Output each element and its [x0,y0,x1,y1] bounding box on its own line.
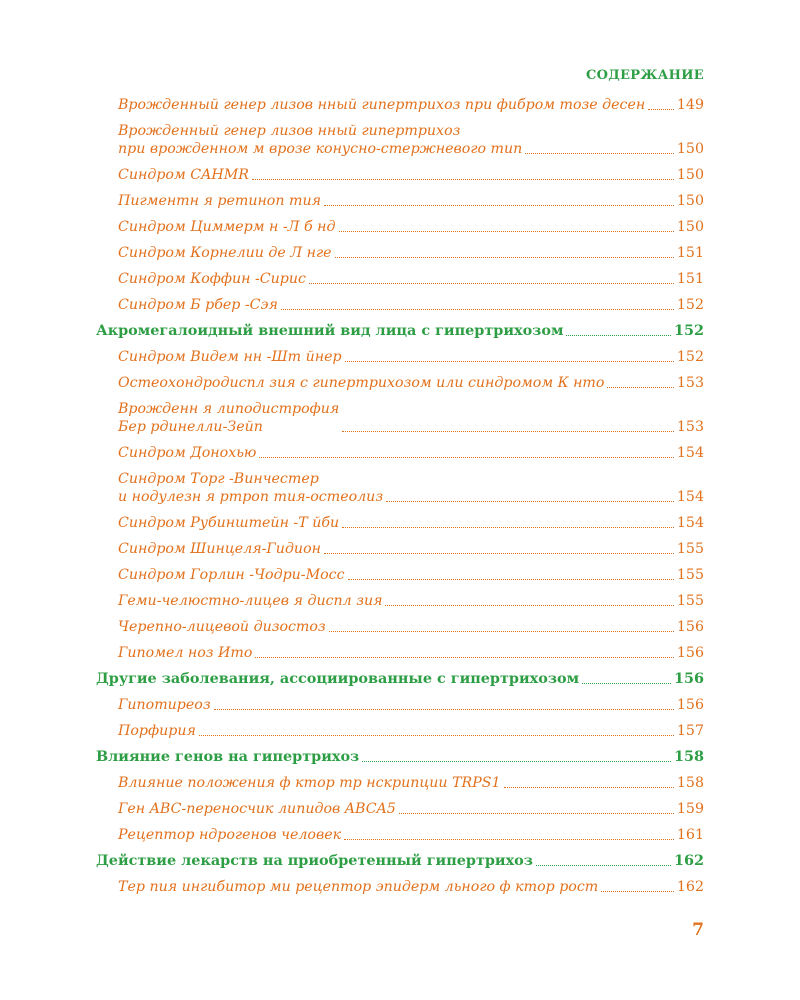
toc-subentry[interactable] [96,192,704,210]
dot-leader [504,787,674,788]
toc-section-entry[interactable] [96,322,704,340]
toc-subentry[interactable] [96,218,704,236]
toc-entry-page: 150 [676,141,704,157]
toc-subentry[interactable] [96,470,704,506]
toc-entry-page: 159 [676,801,704,817]
toc-subentry[interactable] [96,166,704,184]
toc-section-entry[interactable] [96,670,704,688]
toc-entry-page: 152 [673,322,704,339]
toc-subentry[interactable] [96,444,704,462]
toc-entry-page: 154 [676,445,704,461]
toc-entry-title: Гипомел ноз Ито [118,645,253,661]
toc-subentry[interactable] [96,540,704,558]
dot-leader [601,891,674,892]
dot-leader [582,683,671,684]
toc-entry-title: Тер пия ингибитор ми рецептор эпидерм льного ф ктор рост [118,879,599,895]
toc-entry-title: Акромегалоидный внешний вид лица с гипертрихозом [96,322,564,339]
toc-entry-title: Остеохондродиспл зия с гипертрихозом или синдромом К нто [118,375,605,391]
toc-subentry[interactable] [96,96,704,114]
dot-leader [329,631,674,632]
dot-leader [344,839,674,840]
dot-leader [566,335,670,336]
toc-entry-page: 150 [676,193,704,209]
toc-entry-title: Геми-челюстно-лицев я диспл зия [118,593,383,609]
toc-entry-page: 156 [676,645,704,661]
toc-entry-title: Синдром Б рбер -Сэя [118,297,278,313]
dot-leader [342,527,674,528]
toc-entry-title: Врожденный генер лизов нный гипертрихоз при фибром тозе десен [118,97,646,113]
toc-entry-page: 153 [676,375,704,391]
toc-entry-page: 162 [673,852,704,869]
dot-leader [648,109,674,110]
dot-leader [342,431,674,432]
dot-leader [335,257,674,258]
toc-entry-title: Пигментн я ретиноп тия [118,193,321,209]
dot-leader [324,205,674,206]
toc-entry-page: 162 [676,879,704,895]
toc-entry-title: Влияние положения ф ктор тр нскрипции TRPS1 [118,775,501,791]
toc-subentry[interactable] [96,122,704,158]
dot-leader [348,579,674,580]
toc-entry-page: 153 [676,419,704,435]
dot-leader [345,361,674,362]
toc-entry-page: 156 [676,697,704,713]
toc-entry-page: 157 [676,723,704,739]
toc-section-entry[interactable] [96,852,704,870]
dot-leader [339,231,674,232]
dot-leader [281,309,674,310]
toc-subentry[interactable] [96,618,704,636]
toc-subentry[interactable] [96,722,704,740]
toc-subentry[interactable] [96,644,704,662]
toc-subentry[interactable] [96,878,704,896]
toc-subentry[interactable] [96,800,704,818]
toc-entry-title: Рецептор ндрогенов человек [118,827,342,843]
toc-subentry[interactable] [96,374,704,392]
dot-leader [399,813,674,814]
dot-leader [309,283,674,284]
dot-leader [199,735,674,736]
toc-subentry[interactable] [96,696,704,714]
toc-entry-title: Врожденн я липодистрофия Бер рдинелли-Зейп [118,401,340,435]
dot-leader [214,709,674,710]
dot-leader [324,553,674,554]
toc-subentry[interactable] [96,774,704,792]
toc-subentry[interactable] [96,244,704,262]
toc-entry-title: Синдром Коффин -Сирис [118,271,306,287]
toc-entry-page: 152 [676,349,704,365]
toc-entry-page: 155 [676,593,704,609]
toc-entry-page: 152 [676,297,704,313]
toc-subentry[interactable] [96,592,704,610]
toc-subentry[interactable] [96,270,704,288]
toc-subentry[interactable] [96,296,704,314]
dot-leader [607,387,673,388]
toc-entry-title: Синдром Донохью [118,445,257,461]
toc-entry-page: 154 [676,515,704,531]
toc-entry-title: Синдром Шинцеля-Гидион [118,541,321,557]
dot-leader [536,865,671,866]
toc-subentry[interactable] [96,514,704,532]
toc-subentry[interactable] [96,566,704,584]
toc-entry-title: Синдром Торг -Винчестер и нодулезн я ртроп тия-остеолиз [118,471,384,505]
toc-entry-page: 151 [676,271,704,287]
toc-subentry[interactable] [96,400,704,436]
toc-entry-page: 161 [676,827,704,843]
dot-leader [252,179,674,180]
toc-entry-title: Другие заболевания, ассоциированные с гипертрихозом [96,670,580,687]
toc-entry-page: 151 [676,245,704,261]
toc-entry-title: Гипотиреоз [118,697,211,713]
dot-leader [525,153,674,154]
toc-entry-title: Порфирия [118,723,196,739]
toc-entry-page: 155 [676,541,704,557]
toc-entry-title: Ген ABC-переносчик липидов ABCA5 [118,801,396,817]
toc-section-entry[interactable] [96,748,704,766]
toc-entry-title: Влияние генов на гипертрихоз [96,748,360,765]
toc-entry-title: Действие лекарств на приобретенный гипертрихоз [96,852,533,869]
toc-subentry[interactable] [96,348,704,366]
table-of-contents [96,96,704,904]
dot-leader [385,605,673,606]
toc-entry-title: Синдром Циммерм н -Л б нд [118,219,336,235]
toc-entry-page: 150 [676,219,704,235]
dot-leader [362,761,671,762]
toc-entry-title: Синдром Корнелии де Л нге [118,245,332,261]
toc-entry-title: Врожденный генер лизов нный гипертрихоз при врожденном м врозе конусно-стержневого тип [118,123,523,157]
toc-entry-title: Синдром Видем нн -Шт йнер [118,349,342,365]
toc-entry-page: 149 [676,97,704,113]
toc-entry-page: 158 [673,748,704,765]
toc-entry-page: 158 [676,775,704,791]
toc-entry-page: 155 [676,567,704,583]
toc-entry-page: 156 [676,619,704,635]
toc-entry-page: 156 [673,670,704,687]
toc-entry-title: Черепно-лицевой дизостоз [118,619,326,635]
toc-entry-title: Синдром CAHMR [118,167,249,183]
toc-entry-page: 154 [676,489,704,505]
toc-entry-page: 150 [676,167,704,183]
toc-subentry[interactable] [96,826,704,844]
dot-leader [386,501,674,502]
dot-leader [255,657,673,658]
running-head: СОДЕРЖАНИЕ [585,68,704,83]
dot-leader [259,457,674,458]
page-number: 7 [692,920,704,940]
toc-entry-title: Синдром Рубинштейн -Т йби [118,515,340,531]
toc-entry-title: Синдром Горлин -Чодри-Мосс [118,567,345,583]
